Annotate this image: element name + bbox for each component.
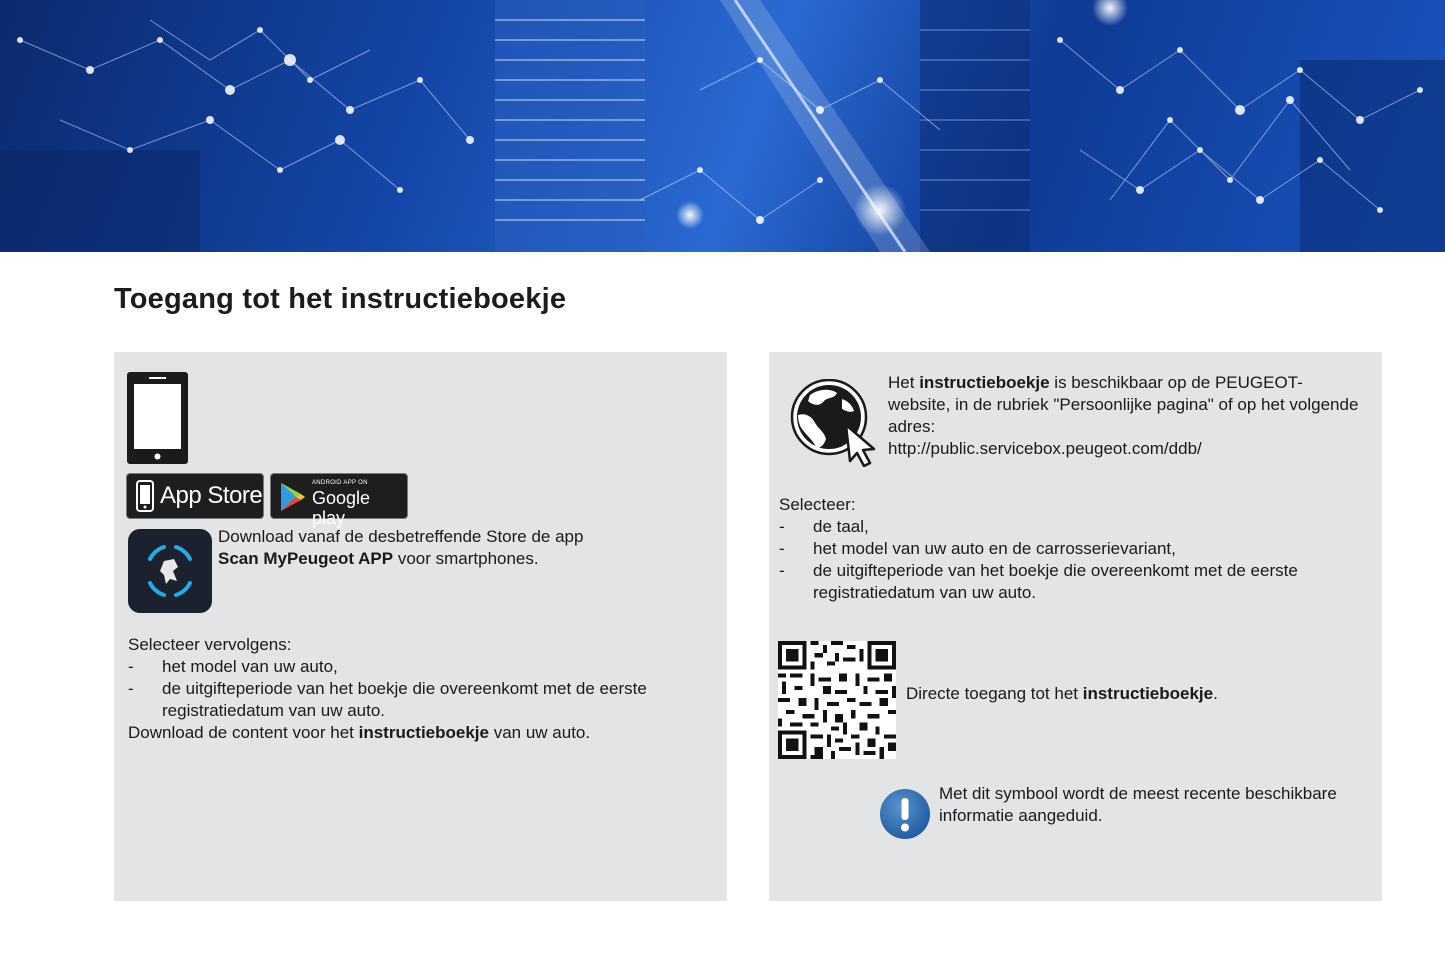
servicebox-url-link[interactable]: http://public.servicebox.peugeot.com/ddb/ — [888, 439, 1202, 458]
download-line1: Download vanaf de desbetreffende Store de app — [218, 527, 584, 546]
download-line2-suffix: voor smartphones. — [393, 549, 539, 568]
website-intro-text: Het instructieboekje is beschikbaar op de PEUGEOT-website, in de rubriek "Persoonlijke pagina" of op het volgende adres: http://public.servicebox.peugeot.com/ddb/ — [888, 372, 1363, 460]
scan-mypeugeot-app-icon — [128, 529, 212, 613]
qr-direct-access-text: Directe toegang tot het instructieboekje. — [906, 684, 1218, 703]
left-select-item: - de uitgifteperiode van het boekje die overeenkomt met de eerste registratiedatum van uw auto. — [128, 679, 647, 720]
google-play-small-label: ANDROID APP ON — [312, 480, 368, 486]
right-select-item: - de uitgifteperiode van het boekje die overeenkomt met de eerste registratiedatum van uw auto. — [779, 561, 1298, 602]
info-symbol-text: Met dit symbool wordt de meest recente beschikbare informatie aangeduid. — [939, 784, 1337, 825]
page-title: Toegang tot het instructieboekje — [114, 283, 567, 315]
left-select-item: - het model van uw auto, — [128, 657, 338, 676]
download-content-text: Download de content voor het instructieboekje van uw auto. — [128, 723, 591, 742]
app-store-icon — [136, 480, 154, 512]
app-store-button[interactable] — [126, 473, 264, 519]
banner-network-illustration — [0, 0, 1445, 252]
globe-cursor-icon — [790, 379, 880, 467]
google-play-label: Google play — [312, 488, 371, 528]
app-name: Scan MyPeugeot APP — [218, 549, 394, 568]
left-select-block — [128, 634, 668, 744]
right-select-block — [779, 494, 1319, 604]
header-banner-image — [0, 0, 1445, 252]
app-access-panel — [114, 352, 727, 901]
download-instruction-text — [218, 526, 698, 570]
download-line2 — [218, 548, 698, 570]
app-store-label: App Store — [160, 482, 263, 509]
right-select-heading: Selecteer: — [779, 495, 856, 514]
website-access-panel — [769, 352, 1382, 901]
smartphone-icon — [126, 371, 189, 465]
left-select-heading: Selecteer vervolgens: — [128, 635, 292, 654]
qr-code-icon[interactable] — [778, 641, 896, 759]
right-select-item: - de taal, — [779, 517, 869, 536]
google-play-icon — [279, 482, 307, 512]
google-play-button[interactable] — [270, 473, 408, 528]
info-exclamation-icon — [879, 788, 931, 840]
right-select-item: - het model van uw auto en de carrosserievariant, — [779, 539, 1176, 558]
